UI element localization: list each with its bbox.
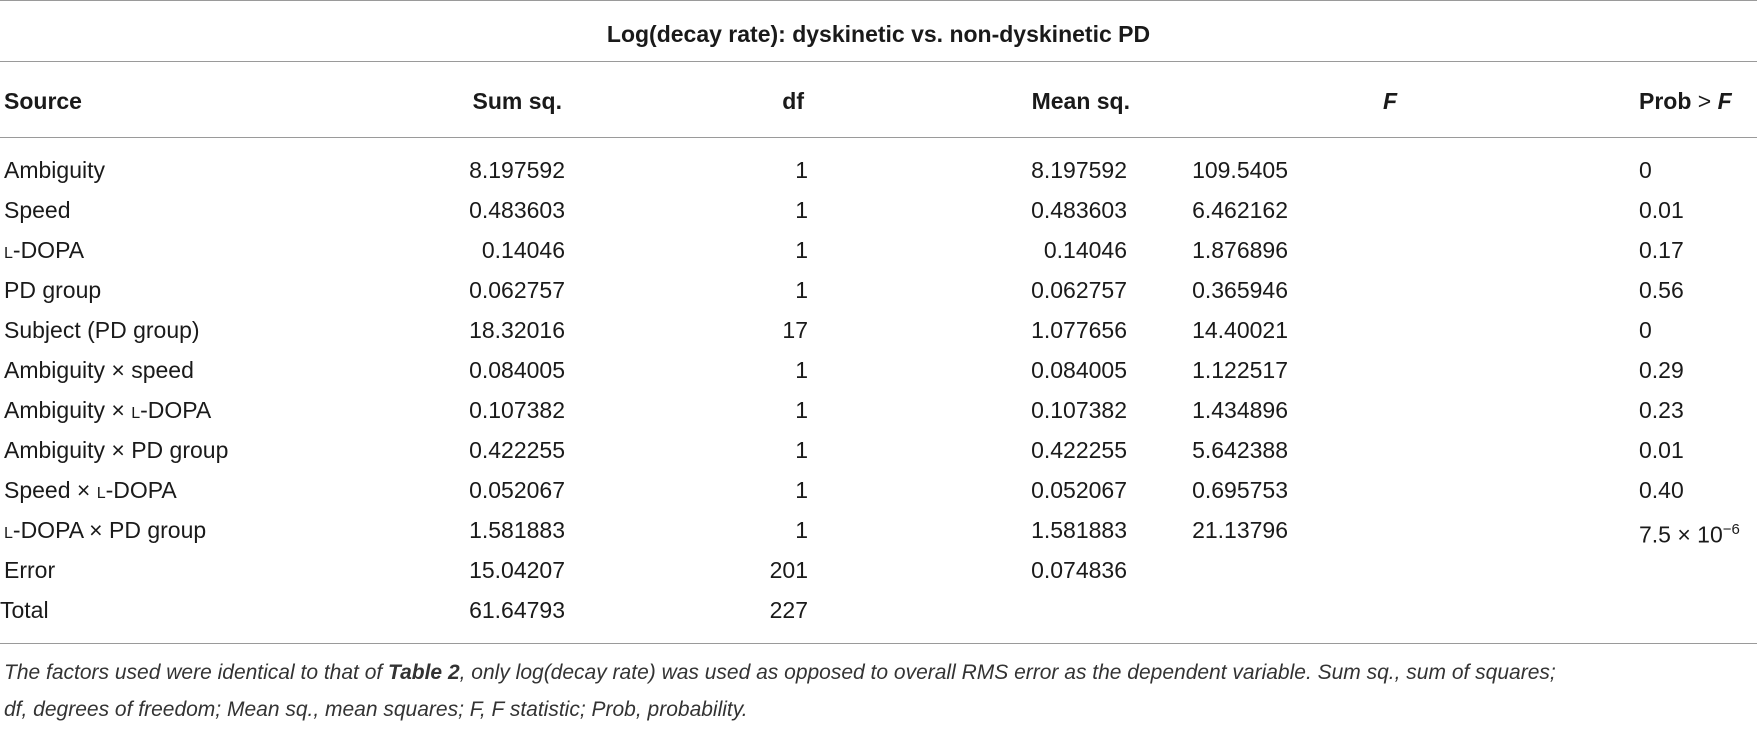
- cell-df: 1: [795, 197, 808, 223]
- header-prob-f: F: [1717, 88, 1732, 114]
- cell-mean-sq: 0.084005: [1031, 357, 1127, 383]
- cell-f: 109.5405: [1192, 157, 1288, 183]
- cell-prob: 0.01: [1639, 437, 1684, 463]
- header-f: [1340, 81, 1440, 121]
- cell-prob: [1639, 550, 1757, 590]
- cell-f: 6.462162: [1192, 197, 1288, 223]
- source-small-caps: L: [4, 245, 13, 262]
- cell-prob: 0: [1639, 157, 1652, 183]
- cell-df: 1: [795, 517, 808, 543]
- header-sum-sq: Sum sq.: [472, 88, 562, 114]
- source-suffix: -DOPA: [12, 237, 85, 263]
- cell-mean-sq: 0.052067: [1031, 477, 1127, 503]
- cell-df: 1: [795, 397, 808, 423]
- cell-f: 1.876896: [1192, 237, 1288, 263]
- cell-f: [1120, 590, 1288, 630]
- cell-df: 227: [769, 597, 808, 623]
- cell-mean-sq: 1.581883: [1031, 517, 1127, 543]
- cell-f: 0.365946: [1192, 277, 1288, 303]
- cell-f: [1120, 550, 1288, 590]
- source-suffix: -DOPA: [140, 397, 212, 423]
- cell-f: 5.642388: [1192, 437, 1288, 463]
- source-small-caps: L: [4, 525, 13, 542]
- title-rule: [0, 61, 1757, 62]
- cell-f: 1.434896: [1192, 397, 1288, 423]
- cell-source: [4, 470, 177, 510]
- prob-base: 7.5 × 10: [1639, 521, 1723, 548]
- cell-sum-sq: 1.581883: [469, 517, 565, 543]
- cell-sum-sq: 61.64793: [469, 597, 565, 623]
- cell-prob: [1639, 510, 1757, 550]
- cell-prob: 0.56: [1639, 277, 1684, 303]
- cell-mean-sq: 0.483603: [1031, 197, 1127, 223]
- bottom-rule: [0, 643, 1757, 644]
- cell-mean-sq: 0.107382: [1031, 397, 1127, 423]
- cell-source: Subject (PD group): [4, 317, 200, 343]
- cell-mean-sq: 0.062757: [1031, 277, 1127, 303]
- cell-mean-sq: [930, 590, 1127, 630]
- cell-prob: 0.29: [1639, 357, 1684, 383]
- cell-sum-sq: 0.14046: [481, 237, 565, 263]
- cell-sum-sq: 0.084005: [469, 357, 565, 383]
- header-rule: [0, 137, 1757, 138]
- header-prob-gt: >: [1697, 88, 1712, 114]
- cell-df: 201: [769, 557, 808, 583]
- cell-df: 1: [795, 357, 808, 383]
- footnote-part1: The factors used were identical to that of: [4, 661, 389, 684]
- cell-df: 1: [795, 277, 808, 303]
- footnote-table-ref[interactable]: Table 2: [388, 661, 460, 684]
- cell-source: PD group: [4, 277, 102, 303]
- cell-sum-sq: 15.04207: [469, 557, 565, 583]
- footnote-line-2: df, degrees of freedom; Mean sq., mean squares; F, F statistic; Prob, probability.: [4, 698, 748, 721]
- cell-df: 1: [795, 477, 808, 503]
- cell-sum-sq: 0.052067: [469, 477, 565, 503]
- cell-prob: 0.01: [1639, 197, 1684, 223]
- cell-source: [4, 510, 206, 550]
- cell-source: Total: [0, 597, 49, 623]
- source-suffix: -DOPA × PD group: [12, 517, 207, 543]
- cell-sum-sq: 0.062757: [469, 277, 565, 303]
- header-mean-sq: Mean sq.: [1031, 88, 1130, 114]
- cell-source: [4, 390, 211, 430]
- header-f-label: F: [1382, 88, 1398, 114]
- cell-f: 14.40021: [1192, 317, 1288, 343]
- cell-source: Ambiguity: [4, 157, 105, 183]
- source-prefix: Ambiguity ×: [4, 397, 132, 423]
- header-prob-label: Prob: [1639, 88, 1692, 114]
- prob-exponent: −6: [1722, 521, 1740, 538]
- cell-sum-sq: 8.197592: [469, 157, 565, 183]
- cell-f: 21.13796: [1192, 517, 1288, 543]
- cell-sum-sq: 0.483603: [469, 197, 565, 223]
- cell-source: [4, 230, 84, 270]
- cell-f: 1.122517: [1192, 357, 1288, 383]
- cell-source: Ambiguity × speed: [4, 357, 194, 383]
- footnote-part2: , only log(decay rate) was used as opposed to overall RMS error as the dependent variable. Sum sq., sum of squares;: [459, 661, 1556, 684]
- header-source: Source: [4, 88, 82, 114]
- cell-df: 1: [795, 237, 808, 263]
- cell-f: 0.695753: [1192, 477, 1288, 503]
- cell-mean-sq: 8.197592: [1031, 157, 1127, 183]
- cell-source: Speed: [4, 197, 71, 223]
- cell-source: Error: [4, 557, 56, 583]
- source-small-caps: L: [131, 405, 141, 422]
- cell-prob: 0: [1639, 317, 1652, 343]
- cell-prob: 0.40: [1639, 477, 1684, 503]
- cell-sum-sq: 18.32016: [469, 317, 565, 343]
- cell-mean-sq: 0.074836: [1031, 557, 1127, 583]
- table-title: Log(decay rate): dyskinetic vs. non-dyskinetic PD: [606, 21, 1151, 47]
- cell-source: Ambiguity × PD group: [4, 437, 229, 463]
- cell-mean-sq: 1.077656: [1031, 317, 1127, 343]
- cell-df: 17: [782, 317, 808, 343]
- cell-df: 1: [795, 157, 808, 183]
- header-prob: [1639, 81, 1732, 121]
- cell-prob: 0.17: [1639, 237, 1684, 263]
- header-df: df: [782, 88, 804, 114]
- footnote-line-1: [4, 654, 1752, 691]
- source-suffix: -DOPA: [105, 477, 177, 503]
- top-rule: [0, 0, 1757, 1]
- cell-sum-sq: 0.107382: [469, 397, 565, 423]
- cell-sum-sq: 0.422255: [469, 437, 565, 463]
- source-prefix: Speed ×: [4, 477, 97, 503]
- cell-prob: 0.23: [1639, 397, 1684, 423]
- source-small-caps: L: [96, 485, 106, 502]
- cell-df: 1: [795, 437, 808, 463]
- cell-mean-sq: 0.14046: [1043, 237, 1127, 263]
- cell-prob: [1639, 590, 1757, 630]
- cell-mean-sq: 0.422255: [1031, 437, 1127, 463]
